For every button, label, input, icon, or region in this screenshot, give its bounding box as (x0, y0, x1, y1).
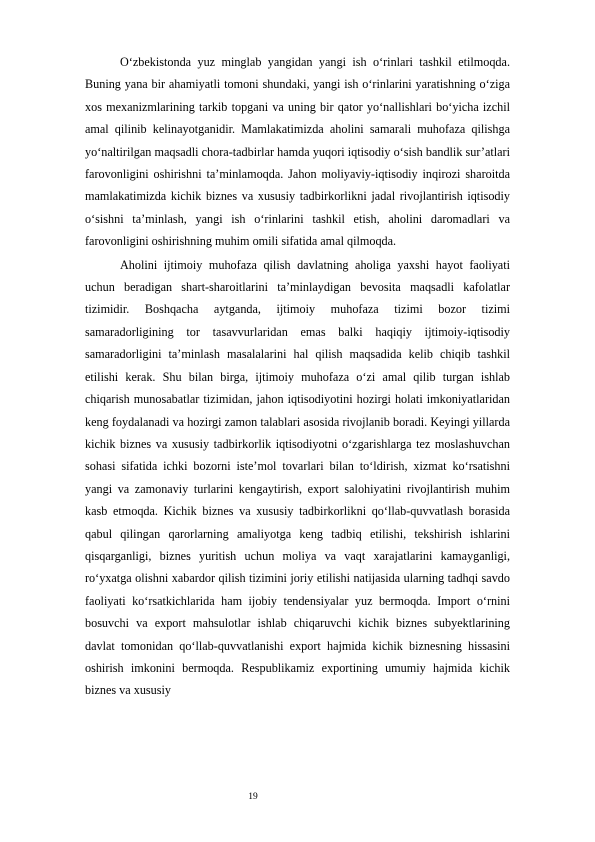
body-text (85, 51, 510, 702)
page-number: 19 (248, 792, 258, 802)
paragraph-2: Aholini ijtimoiy muhofaza qilish davlatning aholiga yaxshi hayot faoliyati uchun beradigan shart-sharoitlarini ta’minlaydigan bevosita maqsadli kafolatlar tizimidir. Boshqacha aytganda, ijtimoiy muhofaza tizimi bozor tizimi samaradorligining tor tasavvurlaridan emas balki haqiqiy ijtimoiy-iqtisodiy samaradorligini ta’minlash masalalarini hal qilish maqsadida kelib chiqib tashkil etilishi kerak. Shu bilan birga, ijtimoiy muhofaza o‘zi amal qilib turgan ishlab chiqarish munosabatlar tizimidan, jahon iqtisodiyotini hozirgi holati imkoniyatlaridan keng foydalanadi va hozirgi zamon talablari asosida rivojlanib boradi. Keyingi yillarda kichik biznes va xususiy tadbirkorlik iqtisodiyotni o‘zgarishlarga tez moslashuvchan sohasi sifatida ichki bozorni iste’mol tovarlari bilan to‘ldirish, xizmat ko‘rsatishni yangi va zamonaviy turlarini kengaytirish, export salohiyatini rivojlantirish muhim kasb etmoqda. Kichik biznes va xususiy tadbirkorlikni qo‘llab-quvvatlash borasida qabul qilingan qarorlarning amaliyotga keng tadbiq etilishi, tekshirish ishlarini qisqarganligi, biznes yuritish uchun moliya va vaqt xarajatlarini kamayganligi, ro‘yxatga olishni xabardor qilish tizimini joriy etilishi natijasida ularning tadhqi savdo faoliyati ko‘rsatkichlarida ham ijobiy tendensiyalar yuz bermoqda. Import o‘rnini bosuvchi va export mahsulotlar ishlab chiqaruvchi kichik biznes subyektlarining davlat tomonidan qo‘llab-quvvatlanishi export hajmida kichik biznesning hissasini oshirish imkonini bermoqda. Respublikamiz exportining umumiy hajmida kichik biznes va xususiy (85, 257, 510, 698)
paragraph-1: O‘zbekistonda yuz minglab yangidan yangi ish o‘rinlari tashkil etilmoqda. Buning yana bir ahamiyatli tomoni shundaki, yangi ish o‘rinlarini yaratishning o‘ziga xos mexanizmlarining tarkib topgani va uning bir qator yo‘nallishlari bo‘yicha izchil amal qilinib kelinayotganidir. Mamlakatimizda aholini samarali muhofaza qilishga yo‘naltirilgan maqsadli chora-tadbirlar hamda yuqori iqtisodiy o‘sish bandlik sur’atlari farovonligini oshirishni ta’minlamoqda. Jahon moliyaviy-iqtisodiy inqirozi sharoitda mamlakatimizda kichik biznes va xususiy tadbirkorlikni jadal rivojlantirish iqtisodiy o‘sishni ta’minlash, yangi ish o‘rinlarini tashkil etish, aholini daromadlari va farovonligini oshirishning muhim omili sifatida amal qilmoqda. (85, 55, 510, 249)
